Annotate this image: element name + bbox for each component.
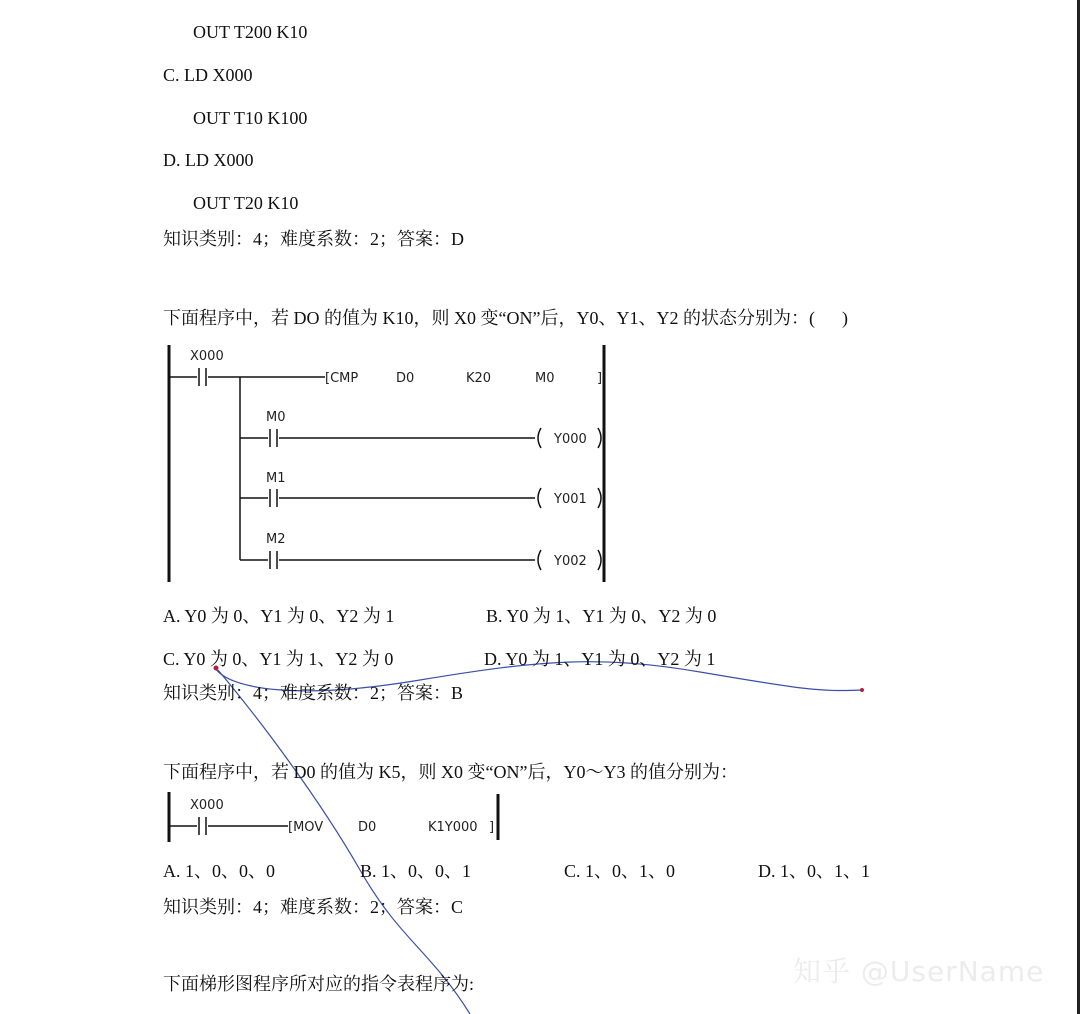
- q3-option-b: B. 1、0、0、1: [360, 861, 472, 881]
- option-d-ld: D. LD X000: [163, 150, 254, 170]
- cmp-close-bracket: ]: [597, 371, 603, 386]
- mov-close-bracket: ]: [489, 820, 495, 835]
- q2-option-a: A. Y0 为 0、Y1 为 0、Y2 为 1: [163, 606, 395, 626]
- coil-y000-label: Y000: [554, 432, 587, 447]
- cmp-operand-m0: M0: [535, 371, 555, 386]
- coil-y002-label: Y002: [554, 554, 587, 569]
- contact-x000-label: X000: [190, 349, 224, 364]
- watermark: 知乎 @UserName: [793, 955, 1045, 988]
- q3-option-a: A. 1、0、0、0: [163, 861, 275, 881]
- q2-option-b: B. Y0 为 1、Y1 为 0、Y2 为 0: [486, 606, 717, 626]
- contact-m2-label: M2: [266, 532, 286, 547]
- mov-operand-d0: D0: [358, 820, 377, 835]
- contact-m0-label: M0: [266, 410, 286, 425]
- code-line-out-t200: OUT T200 K10: [193, 22, 308, 42]
- q3-option-d: D. 1、0、1、1: [758, 861, 870, 881]
- q3-option-c: C. 1、0、1、0: [564, 861, 676, 881]
- question-meta-1: 知识类别：4；难度系数：2；答案：D: [163, 229, 464, 249]
- question-meta-2: 知识类别：4；难度系数：2；答案：B: [163, 683, 464, 703]
- pen-annotation-diagonal: [218, 670, 470, 1014]
- mov-operand-k1y000: K1Y000: [428, 820, 478, 835]
- cmp-instruction: [CMP: [325, 371, 359, 386]
- contact-m1-label: M1: [266, 471, 286, 486]
- option-c-ld: C. LD X000: [163, 65, 253, 85]
- question-meta-3: 知识类别：4；难度系数：2；答案：C: [163, 897, 464, 917]
- question-4-stem: 下面梯形图程序所对应的指令表程序为:: [163, 974, 474, 994]
- question-2-stem: 下面程序中，若 DO 的值为 K10，则 X0 变“ON”后，Y0、Y1、Y2 的状态分别为：( ): [163, 308, 848, 328]
- q2-option-c: C. Y0 为 0、Y1 为 1、Y2 为 0: [163, 649, 394, 669]
- contact-x000-label-2: X000: [190, 798, 224, 813]
- code-line-out-t10: OUT T10 K100: [193, 108, 308, 128]
- cmp-operand-d0: D0: [396, 371, 415, 386]
- cmp-operand-k20: K20: [466, 371, 492, 386]
- q2-option-d: D. Y0 为 1、Y1 为 0、Y2 为 1: [484, 649, 716, 669]
- mov-instruction: [MOV: [288, 820, 324, 835]
- pen-end-dot: [860, 688, 864, 692]
- coil-y001-label: Y001: [554, 492, 587, 507]
- question-3-stem: 下面程序中，若 D0 的值为 K5，则 X0 变“ON”后，Y0～Y3 的值分别为：: [163, 762, 738, 782]
- code-line-out-t20: OUT T20 K10: [193, 193, 299, 213]
